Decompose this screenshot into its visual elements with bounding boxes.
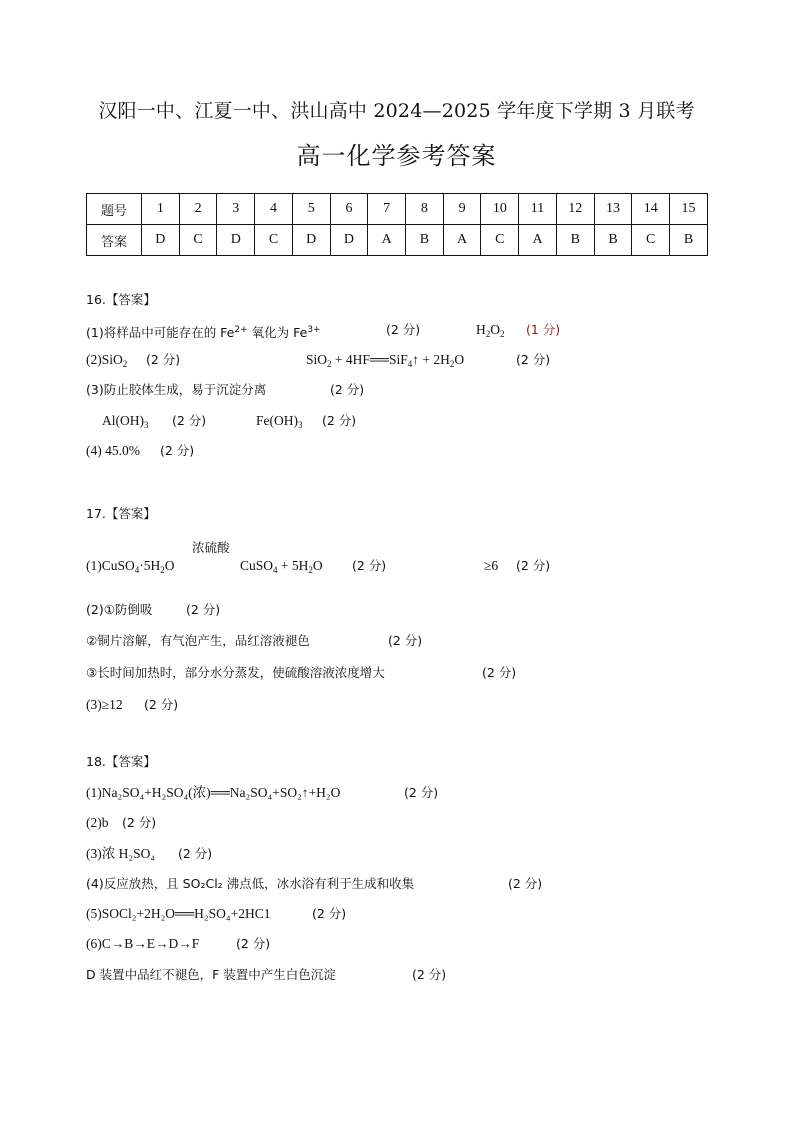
text-part: (1)将样品中可能存在的 Fe [86,325,235,340]
table-cell: B [594,225,632,256]
table-cell: 12 [556,194,594,225]
q17-3-text: (3)≥12 [86,697,123,712]
table-cell: C [255,225,293,256]
text-part: H [476,322,486,337]
q16-2-equation [306,351,464,373]
document-title-line1: 汉阳一中、江夏一中、洪山高中 2024—2025 学年度下学期 3 月联考 [98,100,695,122]
q18-answer-5 [86,905,706,925]
text-part: ↑ + 2H [412,352,450,367]
q17-2c-points: (2 分) [482,665,517,680]
q18-6-points: (2 分) [236,936,271,951]
subscript: 4 [134,565,140,575]
table-cell: D [217,225,255,256]
q16-answer-2 [86,351,706,371]
q18-answer-6 [86,935,706,955]
q16-3b-formula-2 [256,412,303,434]
q17-2b-text: ②铜片溶解，有气泡产生，品红溶液褪色 [86,633,310,648]
table-cell: A [368,225,406,256]
subscript: 2 [160,565,165,575]
subscript: 2 [449,359,455,369]
table-cell: 2 [179,194,217,225]
q18-5-equation: (5)SOCl₂+2H₂O══H₂SO₄+2HC1 [86,906,271,921]
q16-answer-3 [86,381,706,401]
q18-3-points: (2 分) [178,846,213,861]
table-row-numbers [87,194,708,225]
answer-table [86,193,708,256]
q18-answer-1 [86,784,706,804]
subscript: 4 [273,565,278,575]
table-cell: B [556,225,594,256]
subscript: 3 [298,420,303,430]
table-cell: 9 [443,194,481,225]
text-part: O [164,558,175,573]
text-part: 氧化为 Fe [247,325,308,340]
q18-answer-3 [86,845,706,865]
reaction-condition: 浓硫酸 [192,540,230,555]
table-cell: B [406,225,444,256]
document-title-line2: 高一化学参考答案 [296,142,497,170]
table-cell: 8 [406,194,444,225]
text-part: SiO [306,352,328,367]
q16-1-text [86,321,321,342]
table-cell: C [481,225,519,256]
q18-4-text: (4)反应放热，且 SO₂Cl₂ 沸点低，冰水浴有利于生成和收集 [86,876,415,891]
text-part: CuSO [240,558,274,573]
q16-3b-formula-1 [102,412,149,434]
q17-answer-1 [86,557,706,577]
q16-answer-4 [86,442,706,462]
q16-answer-1 [86,321,706,341]
text-part: Fe(OH) [256,413,298,428]
text-part: (1)CuSO [86,558,135,573]
superscript: 2+ [234,325,248,335]
table-cell: C [632,225,670,256]
q18-answer-4 [86,875,706,895]
table-cell: 13 [594,194,632,225]
row-label-numbers: 题号 [87,194,142,225]
q16-2-text [86,351,127,373]
q17-1-points-2: (2 分) [516,558,551,573]
q16-1-formula [476,321,505,343]
subscript: 2 [308,565,313,575]
q16-answer-3b [86,412,706,432]
q18-3-text: (3)浓 H₂SO₄ [86,846,156,861]
row-label-answers: 答案 [87,225,142,256]
q16-3-text: (3)防止胶体生成，易于沉淀分离 [86,382,267,397]
text-part: O [454,352,465,367]
table-cell: D [142,225,180,256]
q18-1-equation: (1)Na₂SO₄+H₂SO₄(浓)══Na₂SO₄+SO₂↑+H₂O [86,785,341,800]
q18-6b-text: D 装置中品红不褪色，F 装置中产生白色沉淀 [86,967,336,982]
q16-3b-points-2: (2 分) [322,413,357,428]
q17-answer-3 [86,696,706,716]
q17-2-text: (2)①防倒吸 [86,602,153,617]
table-cell: A [519,225,557,256]
table-cell: 4 [255,194,293,225]
table-cell: D [330,225,368,256]
q18-2-text: (2)b [86,815,109,830]
table-cell: C [179,225,217,256]
table-cell: 5 [292,194,330,225]
q16-4-text: (4) 45.0% [86,443,140,458]
q18-answer-6b [86,966,706,986]
table-cell: D [292,225,330,256]
q16-1-points-2: (1 分) [526,322,561,337]
table-cell: 11 [519,194,557,225]
q17-2c-text: ③长时间加热时，部分水分蒸发，使硫酸溶液浓度增大 [86,665,385,680]
q18-6b-points: (2 分) [412,967,447,982]
q16-1-points: (2 分) [386,322,421,337]
subscript: 2 [485,329,491,339]
table-row-answers [87,225,708,256]
subscript: 2 [500,329,505,339]
table-cell: A [443,225,481,256]
q18-4-points: (2 分) [508,876,543,891]
q18-6-sequence: (6)C→B→E→D→F [86,936,200,951]
table-cell: 1 [142,194,180,225]
q17-answer-2 [86,601,706,621]
q16-2-points-2: (2 分) [516,352,551,367]
superscript: 3+ [307,325,321,335]
q17-answer-2b [86,632,706,652]
q18-1-points: (2 分) [404,785,439,800]
q17-1-product [240,557,323,579]
table-cell: 10 [481,194,519,225]
q18-2-points: (2 分) [122,815,157,830]
q18-5-points: (2 分) [312,906,347,921]
q17-1-reactant [86,557,175,579]
table-cell: 15 [670,194,708,225]
q17-3-points: (2 分) [144,697,179,712]
text-part: O [312,558,323,573]
q16-heading: 16.【答案】 [86,292,156,307]
table-cell: 6 [330,194,368,225]
subscript: 4 [407,359,413,369]
table-cell: B [670,225,708,256]
table-cell: 14 [632,194,670,225]
q16-4-points: (2 分) [160,443,195,458]
q17-1-value: ≥6 [484,558,499,573]
text-part: ·5H [139,558,161,573]
q18-answer-2 [86,814,706,834]
text-part: + 5H [277,558,309,573]
subscript: 2 [122,359,128,369]
q16-3b-points-1: (2 分) [172,413,207,428]
q18-heading: 18.【答案】 [86,754,156,769]
q17-heading: 17.【答案】 [86,506,156,521]
subscript: 3 [144,420,149,430]
table-cell: 7 [368,194,406,225]
table-cell: 3 [217,194,255,225]
text-part: Al(OH) [102,413,144,428]
q16-3-points: (2 分) [330,382,365,397]
text-part: O [490,322,500,337]
q16-2-points: (2 分) [146,352,181,367]
subscript: 2 [327,359,332,369]
q17-1-points: (2 分) [352,558,387,573]
q17-2b-points: (2 分) [388,633,423,648]
q17-2-points: (2 分) [186,602,221,617]
q17-answer-2c [86,664,706,684]
text-part: + 4HF══SiF [331,352,408,367]
text-part: (2)SiO [86,352,123,367]
